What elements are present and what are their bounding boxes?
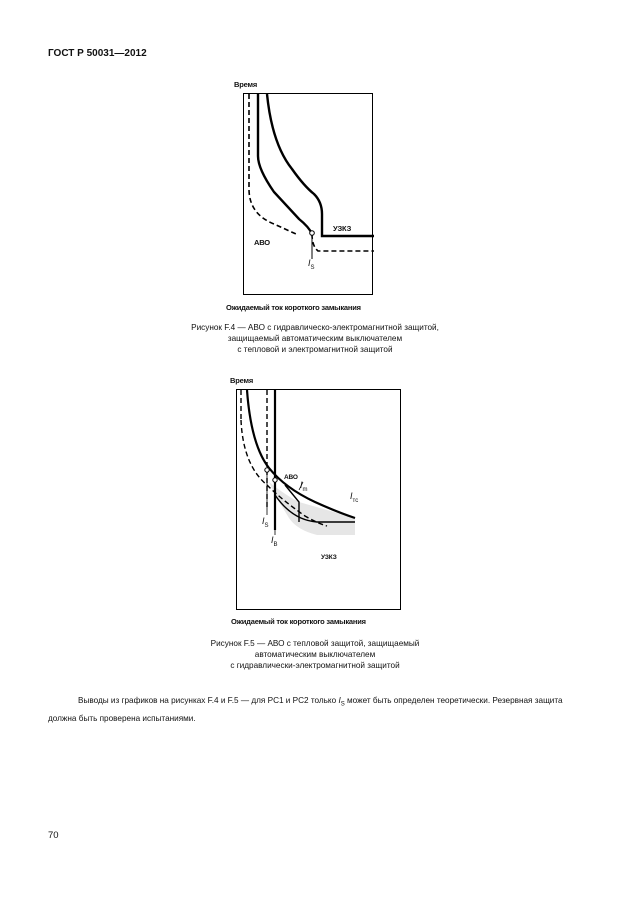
f5-point-b — [273, 478, 277, 482]
f5-curves — [237, 390, 402, 611]
f5-breaker-upper-curve — [247, 390, 355, 518]
f4-caption — [150, 322, 480, 355]
f5-caption — [150, 638, 480, 671]
f4-breaker-label: УЗКЗ — [333, 224, 352, 233]
f4-breaker-inner-curve — [258, 94, 312, 234]
f5-x-axis-label: Ожидаемый ток короткого замыкания — [231, 617, 366, 626]
f5-abo-label: АВО — [284, 474, 298, 481]
f4-caption-line-3: с тепловой и электромагнитной защитой — [237, 345, 393, 354]
f4-caption-line-1: Рисунок F.4 — АВО с гидравлическо-электромагнитной защитой, — [191, 323, 439, 332]
f4-is-point — [310, 231, 315, 236]
paragraph-part-1: Выводы из графиков на рисунках F.4 и F.5 — для PC1 и PC2 только — [78, 696, 339, 705]
f4-caption-line-2: защищаемый автоматическим выключателем — [227, 334, 403, 343]
f5-im-label: $I_m$ — [300, 480, 308, 493]
figure-f5-chart — [236, 389, 401, 610]
f4-breaker-outer-curve — [267, 94, 374, 236]
f5-shaded-band — [269, 482, 355, 535]
figure-f4-chart — [243, 93, 373, 295]
f5-itc-label: $I_{тс}$ — [350, 491, 359, 504]
f5-ib-label: $I_B$ — [271, 535, 278, 548]
f5-y-axis-label: Время — [230, 376, 253, 385]
f5-caption-line-1: Рисунок F.5 — АВО с тепловой защитой, защищаемый — [210, 639, 420, 648]
f4-y-axis-label: Время — [234, 80, 257, 89]
conclusion-paragraph — [48, 694, 588, 726]
paragraph-symbol-sub: S — [340, 701, 345, 708]
f5-is-label: $I_S$ — [262, 516, 269, 529]
f5-point-a — [265, 468, 269, 472]
paragraph-part-2: может быть определен теоретически. Резервная защита должна быть проверена испытаниями. — [48, 696, 563, 723]
document-header: ГОСТ Р 50031—2012 — [48, 48, 147, 59]
page-number: 70 — [48, 830, 59, 841]
f4-x-axis-label: Ожидаемый ток короткого замыкания — [226, 303, 361, 312]
f4-is-label: $I_S$ — [308, 258, 315, 271]
f5-caption-line-2: автоматическим выключателем — [254, 650, 376, 659]
paragraph-symbol: I — [338, 696, 341, 705]
f5-breaker-label: УЗКЗ — [321, 554, 337, 561]
f4-abo-label: АВО — [254, 238, 270, 247]
f5-caption-line-3: с гидравлически-электромагнитной защитой — [230, 661, 400, 670]
